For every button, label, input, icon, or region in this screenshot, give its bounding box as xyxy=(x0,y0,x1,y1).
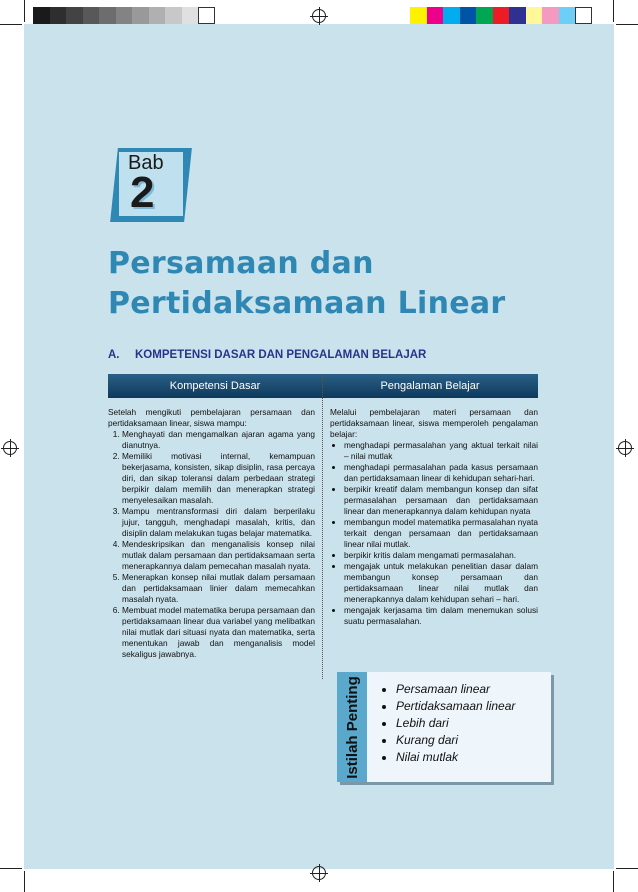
istilah-term: • Pertidaksamaan linear xyxy=(396,698,515,715)
gray-swatch xyxy=(165,7,182,24)
pengalaman-intro: Melalui pembelajaran materi persamaan dan pertidaksamaan linear, siswa memperoleh pengalaman belajar: xyxy=(330,407,538,439)
kompetensi-item: 1. Menghayati dan mengamalkan ajaran agama yang dianutnya. xyxy=(122,429,315,451)
registration-mark-bottom xyxy=(312,866,326,880)
registration-mark-right xyxy=(618,441,632,455)
gray-swatch xyxy=(149,7,166,24)
chapter-title-line2: Pertidaksamaan Linear xyxy=(108,286,506,321)
grayscale-color-bar xyxy=(33,7,215,24)
gray-swatch xyxy=(83,7,100,24)
istilah-term: • Persamaan linear xyxy=(396,681,515,698)
chapter-title-line1: Persamaan dan xyxy=(108,246,374,281)
gray-swatch xyxy=(182,7,199,24)
process-color-bar xyxy=(410,7,592,24)
pengalaman-column xyxy=(330,407,538,627)
pengalaman-item: • mengajak kerjasama tim dalam menemukan solusi suatu permasalahan. xyxy=(344,605,538,627)
table-header-left: Kompetensi Dasar xyxy=(169,380,261,392)
color-swatch xyxy=(476,7,493,24)
color-swatch xyxy=(443,7,460,24)
gray-swatch xyxy=(33,7,50,24)
crop-mark xyxy=(616,24,638,25)
color-swatch xyxy=(460,7,477,24)
gray-swatch xyxy=(66,7,83,24)
color-swatch xyxy=(410,7,427,24)
pengalaman-list xyxy=(330,440,538,627)
gray-swatch xyxy=(116,7,133,24)
gray-swatch xyxy=(50,7,67,24)
crop-mark xyxy=(24,871,25,892)
pengalaman-item: • menghadapi permasalahan yang aktual terkait nilai – nilai mutlak xyxy=(344,440,538,462)
istilah-term: • Lebih dari xyxy=(396,715,515,732)
color-swatch xyxy=(542,7,559,24)
crop-mark xyxy=(616,868,638,869)
color-swatch xyxy=(427,7,444,24)
kompetensi-intro: Setelah mengikuti pembelajaran persamaan dan pertidaksamaan linear, siswa mampu: xyxy=(108,407,315,428)
pengalaman-item: • menghadapi permasalahan pada kasus persamaan dan pertidaksamaan linear di kehidupan sehari-hari. xyxy=(344,462,538,484)
section-letter: A. xyxy=(108,349,120,361)
istilah-label-text: Istilah Penting xyxy=(343,675,361,779)
registration-mark-left xyxy=(3,441,17,455)
pengalaman-item: • mengajak untuk melakukan penelitian dasar dalam membangun konsep persamaan dan pertidaksamaan linear nilai mutlak dan menerapkannya dalam kehidupan sehari – hari. xyxy=(344,561,538,605)
kompetensi-item: 5. Menerapkan konsep nilai mutlak dalam persamaan dan pertidaksamaan linier dalam memecahkan masalah nyata. xyxy=(122,572,315,605)
kompetensi-item: 3. Mampu mentransformasi diri dalam berperilaku jujur, tangguh, menghadapi masalah, kritis, dan disiplin dalam melakukan tugas belajar matematika. xyxy=(122,506,315,539)
kompetensi-list xyxy=(108,429,315,660)
kompetensi-item: 2. Memiliki motivasi internal, kemampuan bekerjasama, konsisten, sikap disiplin, rasa percaya diri, dan sikap toleransi dalam perbedaan strategi berpikir dalam memilih dan menerapkan strategi menyelesaikan masalah. xyxy=(122,451,315,506)
section-heading-text: KOMPETENSI DASAR DAN PENGALAMAN BELAJAR xyxy=(135,349,427,361)
column-divider xyxy=(322,374,323,679)
pengalaman-item: • berpikir kreatif dalam membangun konsep dan sifat permasalahan persamaan dan pertidaksamaan linear dan menerapkannya dalam kehidupan nyata xyxy=(344,484,538,517)
gray-swatch xyxy=(132,7,149,24)
kompetensi-column xyxy=(108,407,315,660)
istilah-label xyxy=(337,672,367,782)
crop-mark xyxy=(0,868,22,869)
crop-mark xyxy=(0,24,22,25)
istilah-list xyxy=(380,681,515,766)
gray-swatch xyxy=(198,7,215,24)
table-header xyxy=(108,374,538,398)
pengalaman-item: • berpikir kritis dalam mengamati permasalahan. xyxy=(344,550,538,561)
crop-mark xyxy=(24,0,25,22)
color-swatch xyxy=(575,7,592,24)
color-swatch xyxy=(526,7,543,24)
color-swatch xyxy=(493,7,510,24)
section-heading xyxy=(108,349,426,361)
kompetensi-item: 6. Membuat model matematika berupa persamaan dan pertidaksamaan linear dua variabel yang melibatkan nilai mutlak dari situasi nyata dan matematika, serta menentukan jawab dan menganalisis model sekaligus jawabnya. xyxy=(122,605,315,660)
pengalaman-item: • membangun model matematika permasalahan nyata terkait dengan persamaan dan pertidaksamaan linear nilai mutlak. xyxy=(344,517,538,550)
color-swatch xyxy=(559,7,576,24)
table-header-right: Pengalaman Belajar xyxy=(380,380,480,392)
crop-mark xyxy=(613,0,614,22)
kompetensi-item: 4. Mendeskripsikan dan menganalisis konsep nilai mutlak dalam persamaan dan pertidaksamaan serta menerapkannya dalam pemecahan masalah nyata. xyxy=(122,539,315,572)
gray-swatch xyxy=(99,7,116,24)
istilah-term: • Kurang dari xyxy=(396,732,515,749)
crop-mark xyxy=(613,871,614,892)
color-swatch xyxy=(509,7,526,24)
chapter-number: 2 xyxy=(130,168,155,217)
chapter-word: Bab xyxy=(128,152,164,174)
istilah-term: • Nilai mutlak xyxy=(396,749,515,766)
registration-mark-top xyxy=(312,9,326,23)
chapter-title xyxy=(108,244,578,324)
